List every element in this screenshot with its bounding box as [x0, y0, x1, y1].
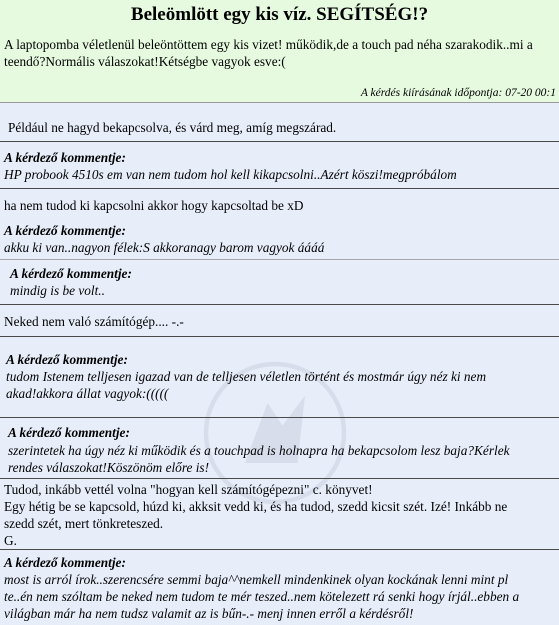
asker-comment: [4, 571, 519, 622]
asker-comment-label: A kérdező kommentje:: [4, 555, 126, 570]
asker-comment-label: A kérdező kommentje:: [8, 425, 130, 440]
asker-comment-line: rendes válaszokat!Köszönöm előre is!: [8, 460, 210, 475]
asker-comment: HP probook 4510s em van nem tudom hol kell kikapcsolni..Azért köszi!megpróbálom: [4, 167, 457, 182]
question-body-line: A laptopomba véletlenül beleöntöttem egy kis vizet! működik,de a touch pad néha szarakodik..mi a: [4, 37, 533, 52]
asker-comment: [8, 442, 510, 476]
asker-comment-line: világban már ha nem tudsz valamit az is bűn-.- menj innen erről a kérdésről!: [4, 606, 414, 621]
asker-comment: akku ki van..nagyon félek:S akkoranagy barom vagyok áááá: [4, 240, 325, 255]
asker-comment-label: A kérdező kommentje:: [10, 266, 132, 281]
answer-line: Tudod, inkább vettél volna "hogyan kell számítógépezni" c. könyvet!: [4, 482, 373, 497]
question-block: [0, 0, 559, 103]
question-date: A kérdés kiírásának időpontja: 07-20 00:1: [360, 87, 556, 99]
asker-comment-line: te..én nem szóltam be neked nem tudom te mér teszed..nem kötelezett rá senki hogy írjál..ebben a: [4, 589, 520, 604]
answer-text: Például ne hagyd bekapcsolva, és várd meg, amíg megszárad.: [8, 120, 337, 135]
asker-comment-label: A kérdező kommentje:: [6, 352, 128, 367]
asker-comment-label: A kérdező kommentje:: [4, 223, 126, 238]
answer-line: G.: [4, 533, 17, 548]
asker-comment: mindig is be volt..: [10, 283, 105, 298]
separator: [0, 336, 559, 337]
asker-comment-line: tudom Istenem telljesen igazad van de telljesen véletlen történt és mostmár úgy néz ki nem: [6, 369, 487, 384]
question-body-line: teendő?Normális válaszokat!Kétségbe vagyok esve:(: [4, 54, 286, 69]
answer-text: ha nem tudod ki kapcsolni akkor hogy kapcsoltad be xD: [4, 198, 304, 213]
answer-thread: [0, 103, 559, 625]
answer-line: Egy hétig be se kapcsold, húzd ki, akksit vedd ki, és ha tudod, szedd kicsit szét. Izé! Inkább ne: [4, 499, 508, 514]
question-body: [4, 36, 554, 70]
asker-comment-line: akad!akkora állat vagyok:(((((: [6, 386, 169, 401]
answer-line: szedd szét, mert tönkreteszed.: [4, 516, 164, 531]
asker-comment-line: szerintetek ha úgy néz ki működik és a touchpad is holnapra ha bekapcsolom lesz baja?Kérlek: [8, 443, 510, 458]
separator: [0, 188, 559, 189]
separator: [0, 549, 559, 550]
asker-comment-line: most is arról írok..szerencsére semmi baja^^nemkell mindenkinek olyan kockának lenni mint pl: [4, 572, 509, 587]
question-title: Beleömlött egy kis víz. SEGÍTSÉG!?: [130, 4, 429, 25]
answer-text: Neked nem való számítógép.... -.-: [4, 314, 184, 329]
separator: [0, 259, 559, 260]
separator: [0, 417, 559, 418]
separator: [0, 478, 559, 479]
asker-comment-label: A kérdező kommentje:: [4, 150, 126, 165]
asker-comment: [6, 368, 486, 402]
answer-text: [4, 481, 507, 549]
separator: [0, 304, 559, 305]
separator: [0, 141, 559, 142]
